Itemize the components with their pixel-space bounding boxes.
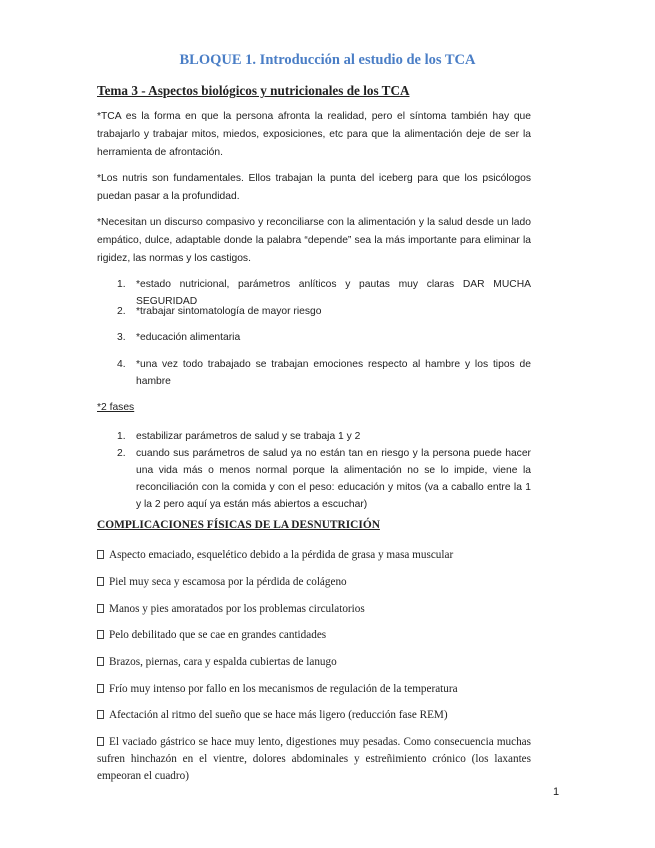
complication-item — [97, 681, 531, 698]
list-item — [97, 428, 531, 445]
missing-glyph-icon — [97, 550, 104, 559]
complication-text: Aspecto emaciado, esquelético debido a la pérdida de grasa y masa muscular — [109, 549, 454, 561]
complication-text: Afectación al ritmo del sueño que se hace más ligero (reducción fase REM) — [109, 709, 448, 721]
list-item-text: *educación alimentaria — [136, 332, 241, 343]
topic-subtitle: Tema 3 - Aspectos biológicos y nutricionales de los TCA — [97, 83, 410, 98]
list-item-number: 1. — [117, 431, 126, 442]
paragraph-discurso: *Necesitan un discurso compasivo y reconciliarse con la alimentación y la salud desde un lado empático, dulce, adaptable donde la palabra “depende” sea la más importante para eliminar la rigidez, las normas y los castigos. — [97, 217, 531, 264]
fases-label: *2 fases — [97, 402, 135, 413]
list-item-number: 1. — [117, 279, 126, 290]
list-item-number: 2. — [117, 306, 126, 317]
missing-glyph-icon — [97, 710, 104, 719]
paragraph-nutris: *Los nutris son fundamentales. Ellos trabajan la punta del iceberg para que los psicólogos puedan pasar a la profundidad. — [97, 173, 531, 202]
missing-glyph-icon — [97, 577, 104, 586]
list-item-text: estabilizar parámetros de salud y se trabaja 1 y 2 — [136, 431, 361, 442]
missing-glyph-icon — [97, 630, 104, 639]
list-item-number: 4. — [117, 359, 126, 370]
complications-heading: COMPLICACIONES FÍSICAS DE LA DESNUTRICIÓN — [97, 519, 380, 531]
list-item — [97, 329, 531, 346]
missing-glyph-icon — [97, 657, 104, 666]
list-item — [97, 356, 531, 390]
list-item — [97, 303, 531, 320]
page-number: 1 — [553, 786, 560, 798]
list-item-text: *una vez todo trabajado se trabajan emociones respecto al hambre y los tipos de hambre — [136, 359, 531, 387]
list-item-text: *trabajar sintomatología de mayor riesgo — [136, 306, 322, 317]
complication-item — [97, 547, 531, 564]
list-item-text: *estado nutricional, parámetros anlíticos y pautas muy claras DAR MUCHA SEGURIDAD — [136, 279, 531, 307]
complication-text: Brazos, piernas, cara y espalda cubiertas de lanugo — [109, 656, 337, 668]
complication-item — [97, 574, 531, 591]
missing-glyph-icon — [97, 737, 104, 746]
complication-item — [97, 734, 531, 785]
complication-text: Frío muy intenso por fallo en los mecanismos de regulación de la temperatura — [109, 683, 458, 695]
complication-item — [97, 601, 531, 618]
list-item-number: 2. — [117, 448, 126, 459]
complication-text: El vaciado gástrico se hace muy lento, digestiones muy pesadas. Como consecuencia muchas sufren hinchazón en el vientre, dolores abdominales y estreñimiento crónico (los laxantes empeoran el cuadro) — [97, 736, 531, 782]
complication-item — [97, 707, 531, 724]
list-item — [97, 445, 531, 513]
complication-item — [97, 654, 531, 671]
complication-text: Manos y pies amoratados por los problemas circulatorios — [109, 603, 365, 615]
missing-glyph-icon — [97, 604, 104, 613]
page-title: BLOQUE 1. Introducción al estudio de los TCA — [179, 52, 476, 68]
complication-item — [97, 627, 531, 644]
complication-text: Pelo debilitado que se cae en grandes cantidades — [109, 629, 327, 641]
list-item-number: 3. — [117, 332, 126, 343]
missing-glyph-icon — [97, 684, 104, 693]
list-item-text: cuando sus parámetros de salud ya no están tan en riesgo y la persona puede hacer una vida más o menos normal porque la alimentación no se lo impide, viene la reconciliación con la comida y con el peso: educación y mitos (va a caballo entre la 1 y la 2 pero aquí ya están más abiertos a escuchar) — [136, 448, 531, 510]
complication-text: Piel muy seca y escamosa por la pérdida de colágeno — [109, 576, 347, 588]
paragraph-tca: *TCA es la forma en que la persona afronta la realidad, pero el síntoma también hay que trabajarlo y trabajar mitos, miedos, exposiciones, etc para que la alimentación deje de ser la herramienta de afrontación. — [97, 111, 531, 158]
